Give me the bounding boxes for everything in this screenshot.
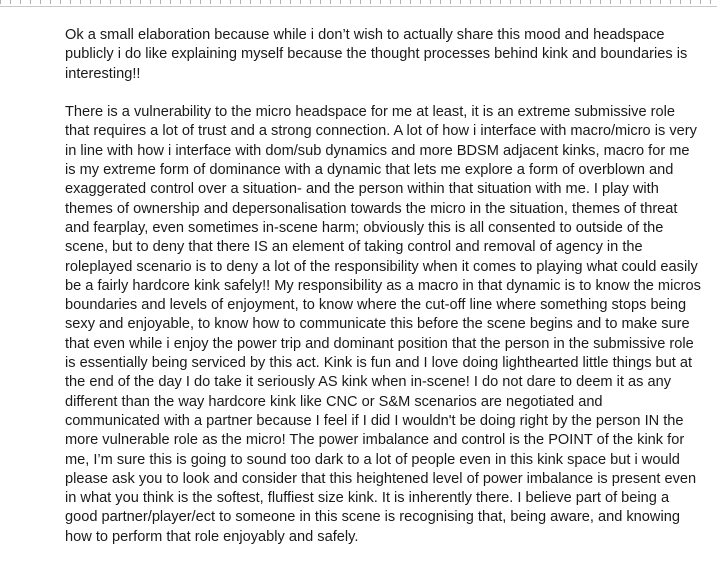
- paragraph-main: There is a vulnerability to the micro headspace for me at least, it is an extreme submissive role that requires a lot of trust and a strong connection. A lot of how i interface with macro/micro is very in line with how i interface with dom/sub dynamics and more BDSM adjacent kinks, macro for me is my extreme form of dominance with a dynamic that lets me explore a form of overblown and exaggerated control over a situation- and the person within that situation with me. I play with themes of ownership and depersonalisation towards the micro in the situation, themes of threat and fearplay, even sometimes in-scene harm; obviously this is all consented to outside of the scene, but to deny that there IS an element of taking control and removal of agency in the roleplayed scenario is to deny a lot of the responsibility when it comes to playing what could easily be a fairly hardcore kink safely!! My responsibility as a macro in that dynamic is to know the micros boundaries and levels of enjoyment, to know where the cut-off line where something stops being sexy and enjoyable, to know how to communicate this before the scene begins and to make sure that even while i enjoy the power trip and dominant position that the person in the submissive role is essentially being serviced by this act. Kink is fun and I love doing lighthearted little things but at the end of the day I do take it seriously AS kink when in-scene! I do not dare to deem it as any different than the way hardcore kink like CNC or S&M scenarios are negotiated and communicated with a partner because I feel if I did I wouldn't be doing right by the person IN the more vulnerable role as the micro! The power imbalance and control is the POINT of the kink for me, I’m sure this is going to sound too dark to a lot of people even in this kink space but i would please ask you to look and consider that this heightened level of power imbalance is present even in what you think is the softest, fluffiest size kink. It is inherently there. I believe part of being a good partner/player/ect to someone in this scene is recognising that, being aware, and knowing how to perform that role enjoyably and safely.: [65, 104, 701, 545]
- paragraph-intro: Ok a small elaboration because while i don’t wish to actually share this mood and headspace publicly i do like explaining myself because the thought processes behind kink and boundaries is interesting!!: [65, 27, 688, 82]
- top-ruler: [0, 0, 717, 7]
- document-body: [65, 26, 701, 547]
